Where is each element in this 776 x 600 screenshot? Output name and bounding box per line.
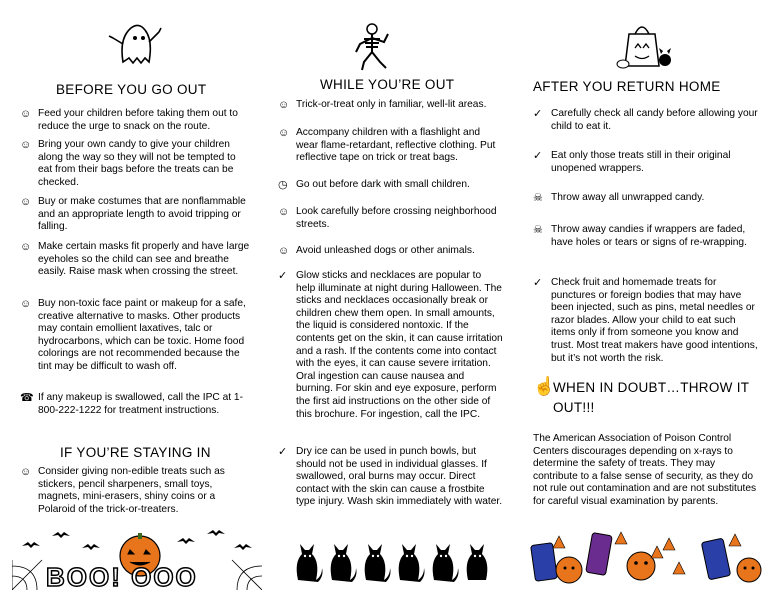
cat-icon	[433, 544, 459, 582]
list-item: ☺ Consider giving non-edible treats such as stickers, pencil sharpeners, small toys, magnets, mini-erasers, shiny coins or a Polaroid of the trick-or-treaters.	[20, 466, 225, 515]
list-item: ☺ Buy or make costumes that are nonflammable and an appropriate length to avoid tripping or falling.	[20, 196, 246, 233]
heading-after-you-return-home: AFTER YOU RETURN HOME	[533, 79, 721, 94]
list-item: ◷ Go out before dark with small children.	[278, 179, 470, 191]
skeleton-illustration	[352, 22, 392, 72]
list-item: ☺ Avoid unleashed dogs or other animals.	[278, 245, 475, 257]
smiley-icon: ☺	[278, 206, 290, 218]
smiley-icon: ☺	[20, 196, 32, 208]
column-after-you-return-home	[533, 0, 761, 600]
smiley-icon: ☺	[20, 139, 32, 151]
smiley-icon: ☺	[20, 466, 32, 478]
cat-icon	[365, 544, 391, 582]
skeleton-icon	[352, 22, 392, 72]
list-item: ✓ Eat only those treats still in their original unopened wrappers.	[533, 150, 731, 174]
checkmark-icon: ✓	[533, 277, 543, 289]
list-item: ☺ Make certain masks fit properly and have large eyeholes so the child can see and breathe easily. Raise mask when crossing the street.	[20, 241, 250, 278]
ghost-illustration	[105, 18, 165, 68]
skull-crossbones-icon: ☠	[533, 224, 543, 236]
checkmark-icon: ✓	[278, 446, 288, 458]
smiley-icon: ☺	[20, 298, 32, 310]
pointing-hand-icon: ☝	[533, 376, 556, 396]
list-item: ☺ Look carefully before crossing neighborhood streets.	[278, 206, 497, 230]
list-item: ✓ Check fruit and homemade treats for punctures or foreign bodies that may have been injected, such as pins, metal needles or razor blades. Allow your child to eat such items only if from someone you know and trust. Most treat makers have good intentions, but it’s not worth the risk.	[533, 277, 758, 364]
list-item: ☎ If any makeup is swallowed, call the IPC at 1-800-222-1222 for treatment instructions.	[20, 392, 243, 416]
smiley-icon: ☺	[278, 127, 290, 139]
telephone-icon: ☎	[20, 392, 34, 404]
candy-illustration	[529, 526, 765, 586]
ghost-icon	[105, 18, 165, 68]
list-item: ☠ Throw away candies if wrappers are faded, have holes or tears or signs of re-wrapping.	[533, 224, 747, 248]
list-item: ✓ Carefully check all candy before allowing your child to eat it.	[533, 108, 758, 132]
boo-text: BOO! OOO	[46, 562, 198, 590]
cat-icon	[399, 544, 425, 582]
treat-bag-illustration	[615, 16, 679, 70]
smiley-icon: ☺	[278, 99, 290, 111]
checkmark-icon: ✓	[533, 108, 543, 120]
checkmark-icon: ✓	[533, 150, 543, 162]
list-item: ☺ Feed your children before taking them out to reduce the urge to snack on the route.	[20, 108, 238, 132]
list-item: ☺ Trick-or-treat only in familiar, well-lit areas.	[278, 99, 487, 111]
list-item: ☺ Buy non-toxic face paint or makeup for a safe, creative alternative to masks. Other products may contain emollient laxatives, talc or hydrocarbons, which can be toxic. Home food colorings are not recommended because the tint may be difficult to wash off.	[20, 298, 246, 372]
list-item: ☺ Bring your own candy to give your children along the way so they will not be tempted to eat from their bags before the treats can be checked.	[20, 139, 236, 188]
smiley-icon: ☺	[278, 245, 290, 257]
treat-bag-icon	[615, 16, 679, 70]
clock-icon: ◷	[278, 179, 288, 191]
list-item: ☠ Throw away all unwrapped candy.	[533, 192, 705, 204]
poison-control-paragraph: The American Association of Poison Control Centers discourages depending on x-rays to determine the safety of treats. They may contribute to a false sense of security, as they do not rule out contamination and are not substitutes for careful visual examination by parents.	[533, 433, 757, 507]
heading-when-in-doubt: WHEN IN DOUBT…THROW IT OUT!!!	[553, 380, 750, 415]
cat-icon	[331, 544, 357, 582]
when-in-doubt-block	[533, 378, 761, 418]
heading-if-youre-staying-in: IF YOU’RE STAYING IN	[60, 445, 211, 460]
black-cats-illustration	[292, 532, 492, 582]
skull-crossbones-icon: ☠	[533, 192, 543, 204]
heading-before-you-go-out: BEFORE YOU GO OUT	[56, 82, 207, 97]
list-item: ✓ Glow sticks and necklaces are popular to help illuminate at night during Halloween. The sticks and necklaces occasionally break or children chew them open. In small amounts, the liquid is considered nontoxic. If the contents get on the skin, it can cause irritation and a rash. If the contents come into contact with the eyes, it can cause severe irritation. Oral ingestion can cause nausea and burning. For skin and eye exposure, perform the first aid instructions on the other side of this brochure. For ingestion, call the IPC.	[278, 270, 503, 420]
pumpkin-icon	[737, 558, 761, 582]
pumpkin-icon	[627, 552, 655, 580]
column-before-you-go-out	[20, 0, 252, 600]
cat-icon	[297, 544, 323, 582]
column-while-youre-out	[278, 0, 503, 600]
list-item: ✓ Dry ice can be used in punch bowls, but should not be used in individual glasses. If swallowed, oral burns may occur. Direct contact with the skin can cause a frostbite type injury. Wash skin immediately with water.	[278, 446, 503, 508]
heading-while-youre-out: WHILE YOU’RE OUT	[320, 77, 455, 92]
pumpkin-icon	[556, 557, 582, 583]
boo-banner-illustration	[12, 526, 262, 590]
smiley-icon: ☺	[20, 241, 32, 253]
list-item: ☺ Accompany children with a flashlight and wear flame-retardant, reflective clothing. Put reflective tape on trick or treat bags.	[278, 127, 496, 164]
smiley-icon: ☺	[20, 108, 32, 120]
checkmark-icon: ✓	[278, 270, 288, 282]
cat-icon	[467, 544, 488, 580]
